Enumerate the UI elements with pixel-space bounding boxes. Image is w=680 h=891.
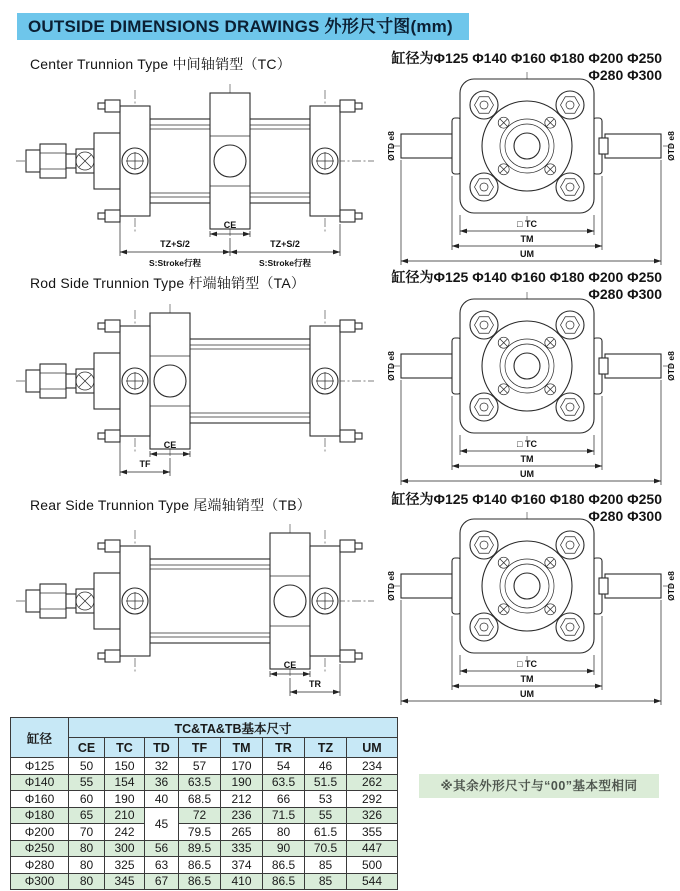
dim-label-tc: □ TC [517,219,537,229]
dim-label-otd-left: ØTD e8 [386,571,396,601]
center-boss [482,541,572,631]
table-cell: 326 [347,807,398,824]
table-cell: 40 [145,791,179,808]
dim-label-tf: TF [139,459,151,469]
table-cell: 63.5 [263,774,305,791]
note-text: ※其余外形尺寸与“00”基本型相同 [440,779,638,793]
bore-cell: Φ300 [11,873,69,890]
col-header-um: UM [347,738,398,758]
dim-label-um: UM [520,469,534,479]
dim-label-tm: TM [520,234,534,244]
note-box [419,774,659,798]
table-cell: 86.5 [179,873,221,890]
tb-front-view-slot [385,508,680,713]
table-cell: 86.5 [179,857,221,874]
trunnion-pin-left [401,354,460,378]
table-cell: 325 [105,857,145,874]
table-cell: 150 [105,758,145,775]
col-header-tc: TC [105,738,145,758]
table-cell: 345 [105,873,145,890]
table-cell: 70.5 [305,840,347,857]
table-cell: 80 [69,840,105,857]
table-cell: 86.5 [263,873,305,890]
dim-label-um: UM [520,249,534,259]
table-cell: 265 [221,824,263,841]
page-title-bar [17,13,469,40]
trunnion-pin-right [605,354,661,378]
table-cell: 262 [347,774,398,791]
table-cell: 170 [221,758,263,775]
col-header-tr: TR [263,738,305,758]
ta-front-view-slot [385,288,680,493]
table-cell: 79.5 [179,824,221,841]
center-boss [482,101,572,191]
dim-label-tr: TR [309,679,321,689]
table-cell: 242 [105,824,145,841]
bore-cell: Φ280 [11,857,69,874]
table-cell: 54 [263,758,305,775]
table-group-header: TC&TA&TB基本尺寸 [69,718,398,738]
table-cell: 80 [69,857,105,874]
table-cell: 292 [347,791,398,808]
table-row [11,774,398,791]
dim-label-um: UM [520,689,534,699]
tb-side-view-drawing [12,516,382,714]
dim-label-otd-left: ØTD e8 [386,131,396,161]
table-cell: 51.5 [305,774,347,791]
table-cell: 447 [347,840,398,857]
table-cell: 90 [263,840,305,857]
table-cell: 63 [145,857,179,874]
table-row [11,791,398,808]
table-cell: 89.5 [179,840,221,857]
table-cell: 66 [263,791,305,808]
trunnion-pin-left [401,134,460,158]
trunnion-front-view-drawing [385,68,680,273]
dimension-table [10,717,398,890]
tc-side-view-drawing [12,76,382,274]
col-header-tz: TZ [305,738,347,758]
bore-cell: Φ180 [11,807,69,824]
dimension-table-container [10,717,398,890]
bore-spec-ta: 缸径为Φ125 Φ140 Φ160 Φ180 Φ200 Φ250 Φ280 Φ300 [391,269,662,302]
trunnion-pin-left [401,574,460,598]
table-cell: 71.5 [263,807,305,824]
table-row [11,824,398,841]
table-cell: 410 [221,873,263,890]
table-cell: 210 [105,807,145,824]
col-header-ce: CE [69,738,105,758]
table-row [11,807,398,824]
table-cell: 50 [69,758,105,775]
table-cell: 68.5 [179,791,221,808]
dim-label-ce: CE [283,660,297,670]
table-cell: 300 [105,840,145,857]
table-cell: 56 [145,840,179,857]
table-cell: 234 [347,758,398,775]
section-title-ta: Rod Side Trunnion Type 杆端轴销型（TA） [30,275,306,291]
table-cell: 80 [69,873,105,890]
table-cell: 55 [69,774,105,791]
table-cell: 36 [145,774,179,791]
table-cell: 236 [221,807,263,824]
table-cell: 500 [347,857,398,874]
table-cell: 53 [305,791,347,808]
trunnion-front-view-drawing [385,288,680,493]
table-cell: 46 [305,758,347,775]
trunnion-pin-right [605,574,661,598]
bore-cell: Φ140 [11,774,69,791]
bore-cell: Φ160 [11,791,69,808]
table-cell: 355 [347,824,398,841]
table-cell: 85 [305,857,347,874]
table-cell: 32 [145,758,179,775]
col-header-tm: TM [221,738,263,758]
dim-label-stroke-left: S:Stroke行程 [149,258,201,268]
dim-label-tm: TM [520,674,534,684]
table-cell: 72 [179,807,221,824]
table-cell: 45 [145,807,179,840]
dim-label-otd-right: ØTD e8 [666,131,676,161]
table-cell: 80 [263,824,305,841]
trunnion-front-view-drawing [385,508,680,713]
col-header-td: TD [145,738,179,758]
center-boss [482,321,572,411]
table-cell: 212 [221,791,263,808]
table-cell: 190 [221,774,263,791]
ta-side-view-drawing [12,296,382,494]
trunnion-pin-right [605,134,661,158]
table-cell: 63.5 [179,774,221,791]
dim-label-tc: □ TC [517,439,537,449]
section-title-tc: Center Trunnion Type 中间轴销型（TC） [30,56,291,72]
dim-label-ce: CE [163,440,177,450]
page-title: OUTSIDE DIMENSIONS DRAWINGS 外形尺寸图(mm) [28,17,453,36]
tc-front-view-slot [385,68,680,273]
table-row [11,857,398,874]
dim-label-stroke-right: S:Stroke行程 [259,258,311,268]
table-cell: 65 [69,807,105,824]
table-cell: 544 [347,873,398,890]
dim-label-tm: TM [520,454,534,464]
table-cell: 57 [179,758,221,775]
bore-spec-tc: 缸径为Φ125 Φ140 Φ160 Φ180 Φ200 Φ250 Φ280 Φ300 [391,50,662,83]
table-row [11,840,398,857]
table-cell: 85 [305,873,347,890]
col-header-tf: TF [179,738,221,758]
dim-label-tz-right: TZ+S/2 [270,239,300,249]
table-cell: 60 [69,791,105,808]
bore-spec-tb: 缸径为Φ125 Φ140 Φ160 Φ180 Φ200 Φ250 Φ280 Φ300 [391,491,662,524]
table-cell: 154 [105,774,145,791]
table-cell: 70 [69,824,105,841]
table-cell: 67 [145,873,179,890]
table-cell: 190 [105,791,145,808]
table-row [11,758,398,775]
bore-cell: Φ200 [11,824,69,841]
dim-label-otd-right: ØTD e8 [666,351,676,381]
dim-label-tc: □ TC [517,659,537,669]
dim-label-tz-left: TZ+S/2 [160,239,190,249]
col-header-bore: 缸径 [11,718,69,758]
table-cell: 55 [305,807,347,824]
dim-label-otd-left: ØTD e8 [386,351,396,381]
bore-cell: Φ250 [11,840,69,857]
table-row [11,873,398,890]
table-cell: 86.5 [263,857,305,874]
section-title-tb: Rear Side Trunnion Type 尾端轴销型（TB） [30,497,311,513]
table-cell: 374 [221,857,263,874]
table-cell: 61.5 [305,824,347,841]
bore-cell: Φ125 [11,758,69,775]
dim-label-otd-right: ØTD e8 [666,571,676,601]
dim-label-ce: CE [223,220,237,230]
table-cell: 335 [221,840,263,857]
